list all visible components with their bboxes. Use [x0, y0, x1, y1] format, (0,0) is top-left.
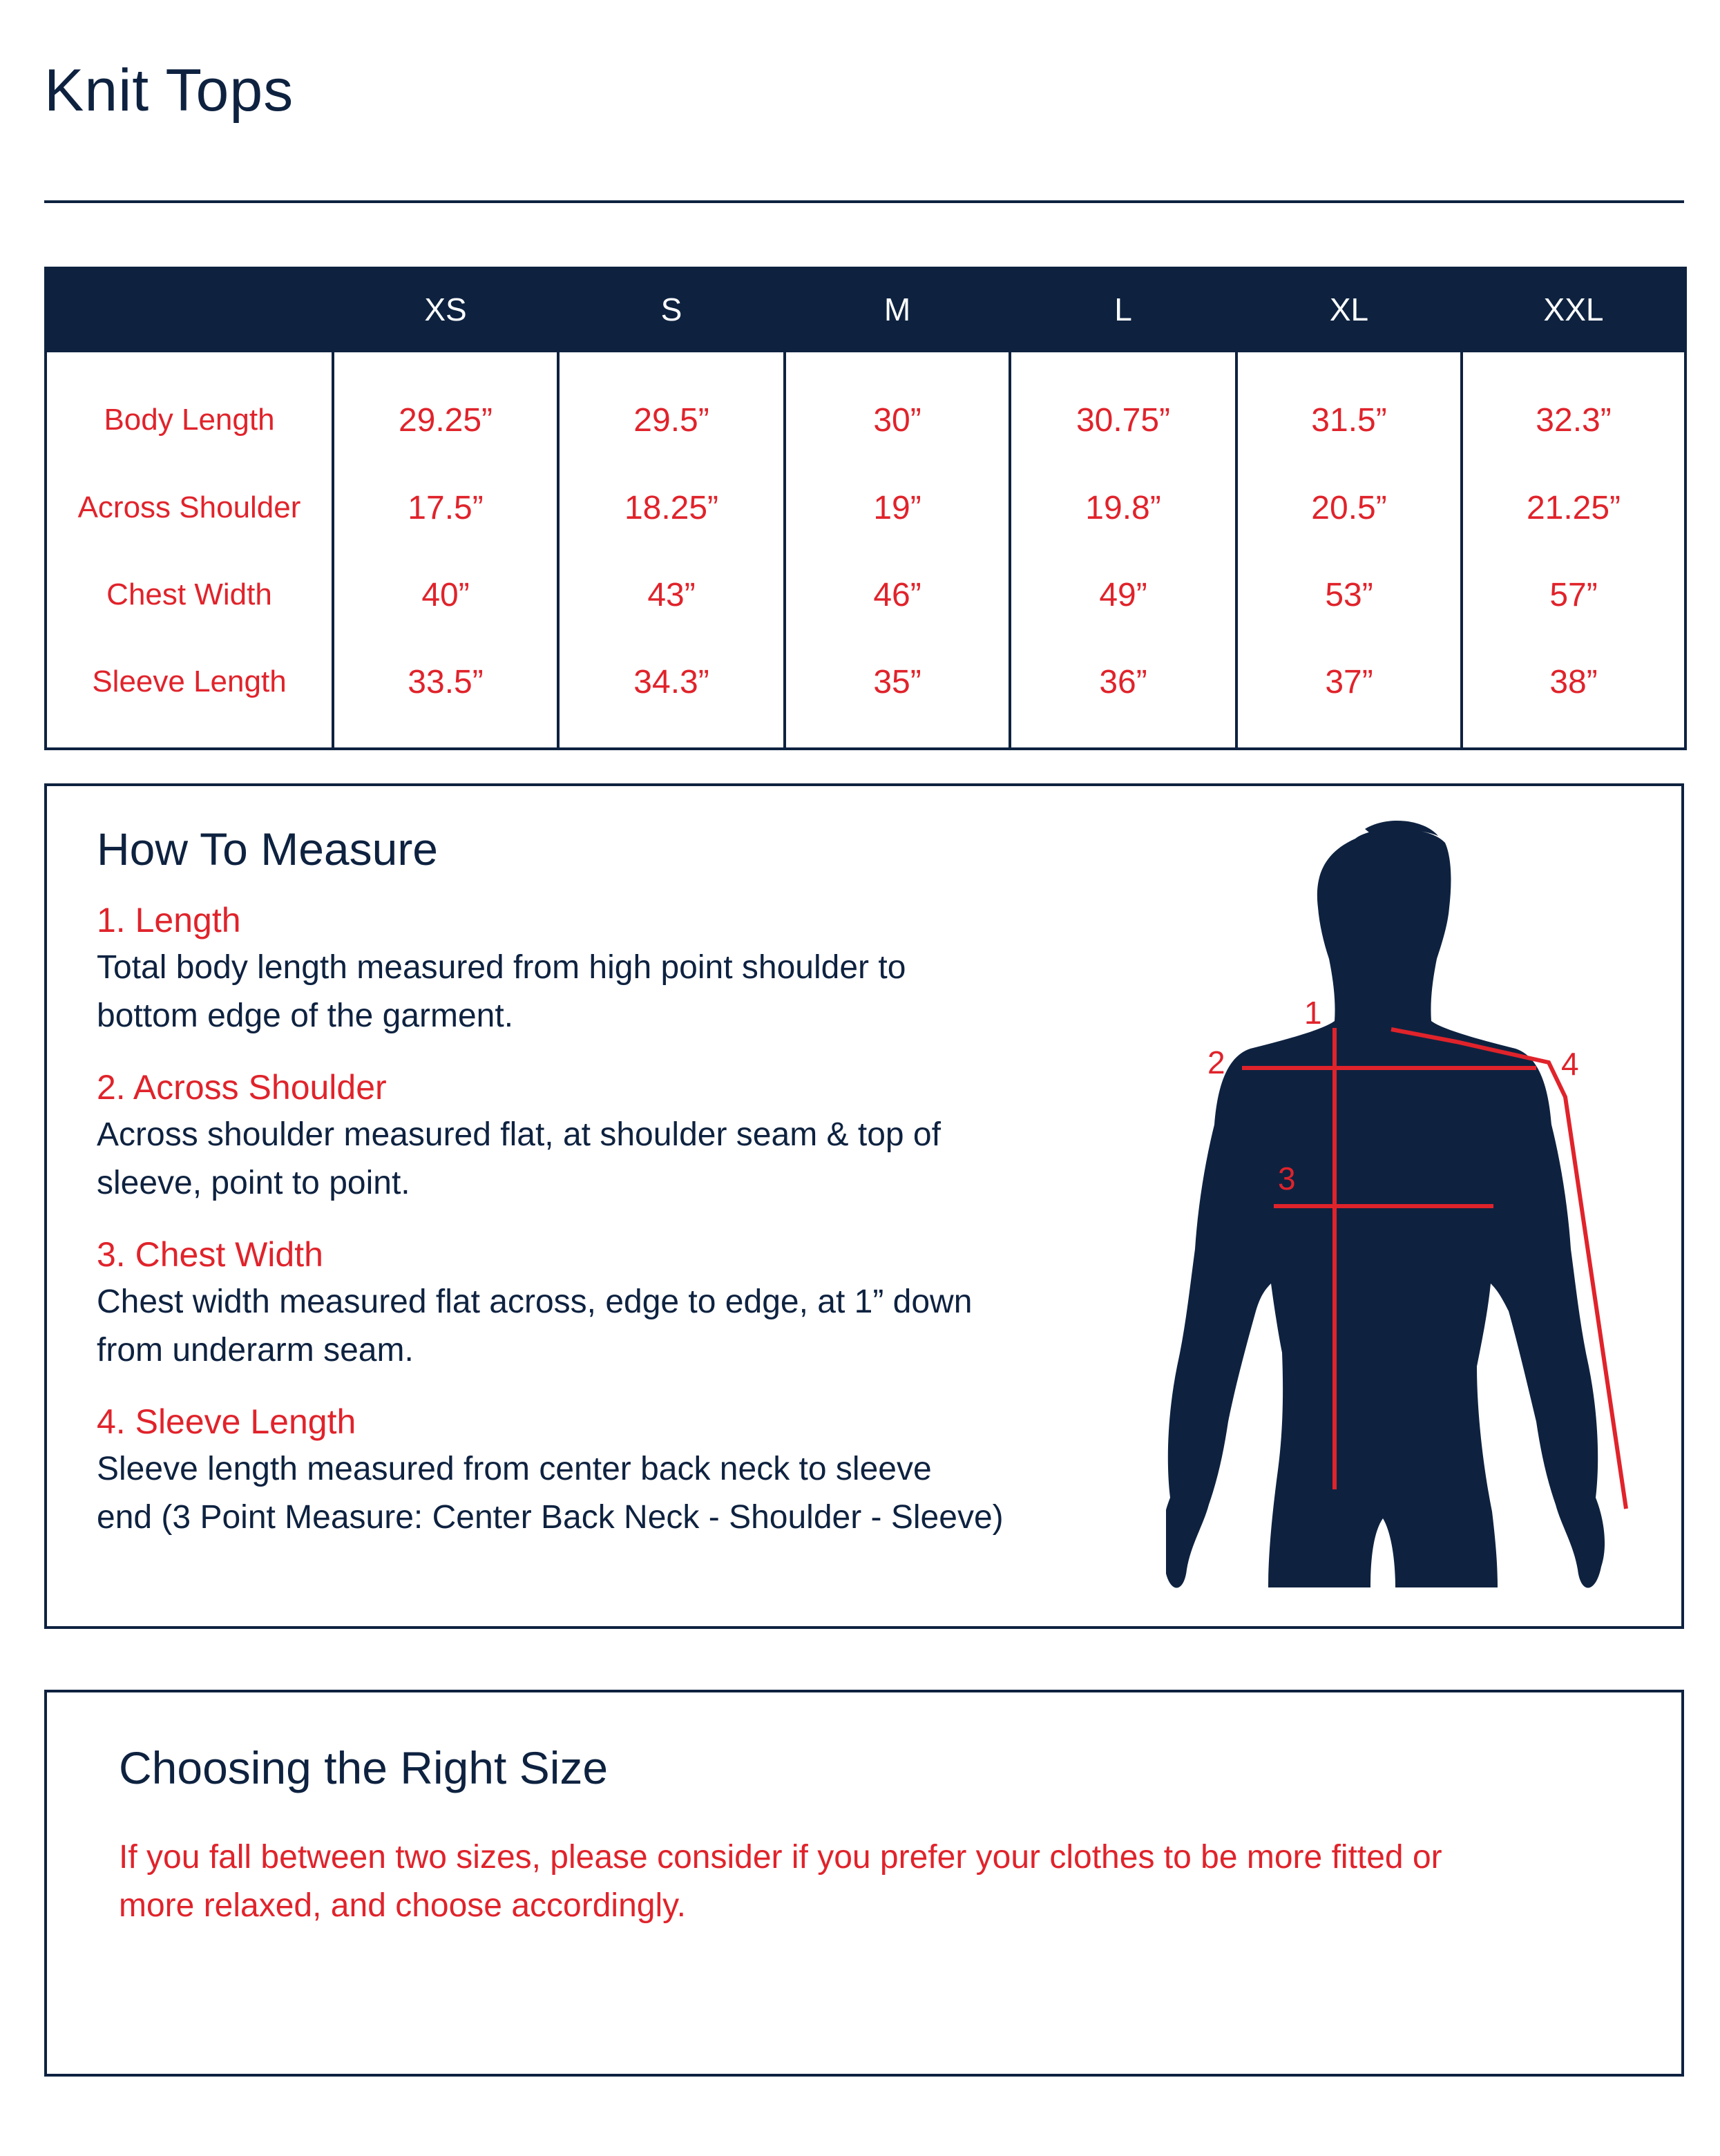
- measure-text-line: Across shoulder measured flat, at shoulder seam & top of: [97, 1116, 941, 1153]
- table-cell: 31.5”: [1236, 351, 1462, 464]
- figure-label-2: 2: [1207, 1044, 1225, 1080]
- page-title: Knit Tops: [44, 57, 294, 124]
- measure-item-across-shoulder: [97, 1064, 1133, 1208]
- table-row-sleeve-length: [46, 638, 1685, 749]
- row-label: Body Length: [46, 351, 333, 464]
- size-header-m: M: [785, 268, 1010, 351]
- table-cell: 32.3”: [1462, 351, 1685, 464]
- body-measurement-figure: [1166, 814, 1677, 1608]
- measure-heading: 3. Chest Width: [97, 1235, 323, 1274]
- measure-heading: 4. Sleeve Length: [97, 1402, 356, 1441]
- measure-heading: 2. Across Shoulder: [97, 1068, 387, 1107]
- row-label: Chest Width: [46, 551, 333, 638]
- table-cell: 43”: [558, 551, 785, 638]
- measure-instructions: [97, 897, 1133, 1565]
- table-cell: 29.25”: [333, 351, 558, 464]
- measure-item-length: [97, 897, 1133, 1040]
- size-header-xl: XL: [1236, 268, 1462, 351]
- how-to-measure-title: How To Measure: [97, 823, 439, 875]
- size-chart-table: [44, 267, 1687, 750]
- table-cell: 49”: [1010, 551, 1236, 638]
- how-to-measure-panel: [44, 783, 1684, 1629]
- figure-label-3: 3: [1278, 1161, 1296, 1196]
- table-row-chest-width: [46, 551, 1685, 638]
- table-cell: 20.5”: [1236, 464, 1462, 551]
- size-header-xxl: XXL: [1462, 268, 1685, 351]
- table-cell: 19”: [785, 464, 1010, 551]
- table-cell: 21.25”: [1462, 464, 1685, 551]
- measure-text-line: end (3 Point Measure: Center Back Neck - Shoulder - Sleeve): [97, 1499, 1004, 1536]
- row-label: Sleeve Length: [46, 638, 333, 749]
- choosing-size-panel: [44, 1690, 1684, 2077]
- measure-heading: 1. Length: [97, 901, 241, 939]
- table-cell: 46”: [785, 551, 1010, 638]
- table-cell: 30.75”: [1010, 351, 1236, 464]
- size-header-s: S: [558, 268, 785, 351]
- table-cell: 33.5”: [333, 638, 558, 749]
- table-row-across-shoulder: [46, 464, 1685, 551]
- measure-text-line: Total body length measured from high point shoulder to: [97, 949, 906, 986]
- table-cell: 17.5”: [333, 464, 558, 551]
- measure-text-line: sleeve, point to point.: [97, 1165, 410, 1201]
- row-label: Across Shoulder: [46, 464, 333, 551]
- choosing-size-title: Choosing the Right Size: [119, 1742, 609, 1793]
- corner-header: [46, 268, 333, 351]
- table-cell: 18.25”: [558, 464, 785, 551]
- size-header-l: L: [1010, 268, 1236, 351]
- size-header-row: [46, 268, 1685, 351]
- table-cell: 34.3”: [558, 638, 785, 749]
- table-cell: 36”: [1010, 638, 1236, 749]
- measure-text-line: Chest width measured flat across, edge to edge, at 1” down: [97, 1284, 973, 1320]
- measure-text-line: bottom edge of the garment.: [97, 998, 514, 1034]
- table-row-body-length: [46, 351, 1685, 464]
- measure-item-sleeve-length: [97, 1398, 1133, 1542]
- table-cell: 19.8”: [1010, 464, 1236, 551]
- measure-item-chest-width: [97, 1231, 1133, 1375]
- table-cell: 40”: [333, 551, 558, 638]
- measure-text-line: Sleeve length measured from center back neck to sleeve: [97, 1451, 932, 1487]
- choosing-size-text: [119, 1833, 1652, 1930]
- size-header-xs: XS: [333, 268, 558, 351]
- table-cell: 53”: [1236, 551, 1462, 638]
- table-cell: 37”: [1236, 638, 1462, 749]
- choosing-text-line: more relaxed, and choose accordingly.: [119, 1887, 686, 1924]
- table-cell: 38”: [1462, 638, 1685, 749]
- figure-label-1: 1: [1304, 995, 1322, 1031]
- figure-label-4: 4: [1561, 1046, 1579, 1082]
- table-cell: 30”: [785, 351, 1010, 464]
- choosing-text-line: If you fall between two sizes, please consider if you prefer your clothes to be more fitted or: [119, 1839, 1442, 1876]
- measure-text-line: from underarm seam.: [97, 1332, 414, 1368]
- table-cell: 57”: [1462, 551, 1685, 638]
- title-divider: [44, 200, 1684, 203]
- table-cell: 35”: [785, 638, 1010, 749]
- table-cell: 29.5”: [558, 351, 785, 464]
